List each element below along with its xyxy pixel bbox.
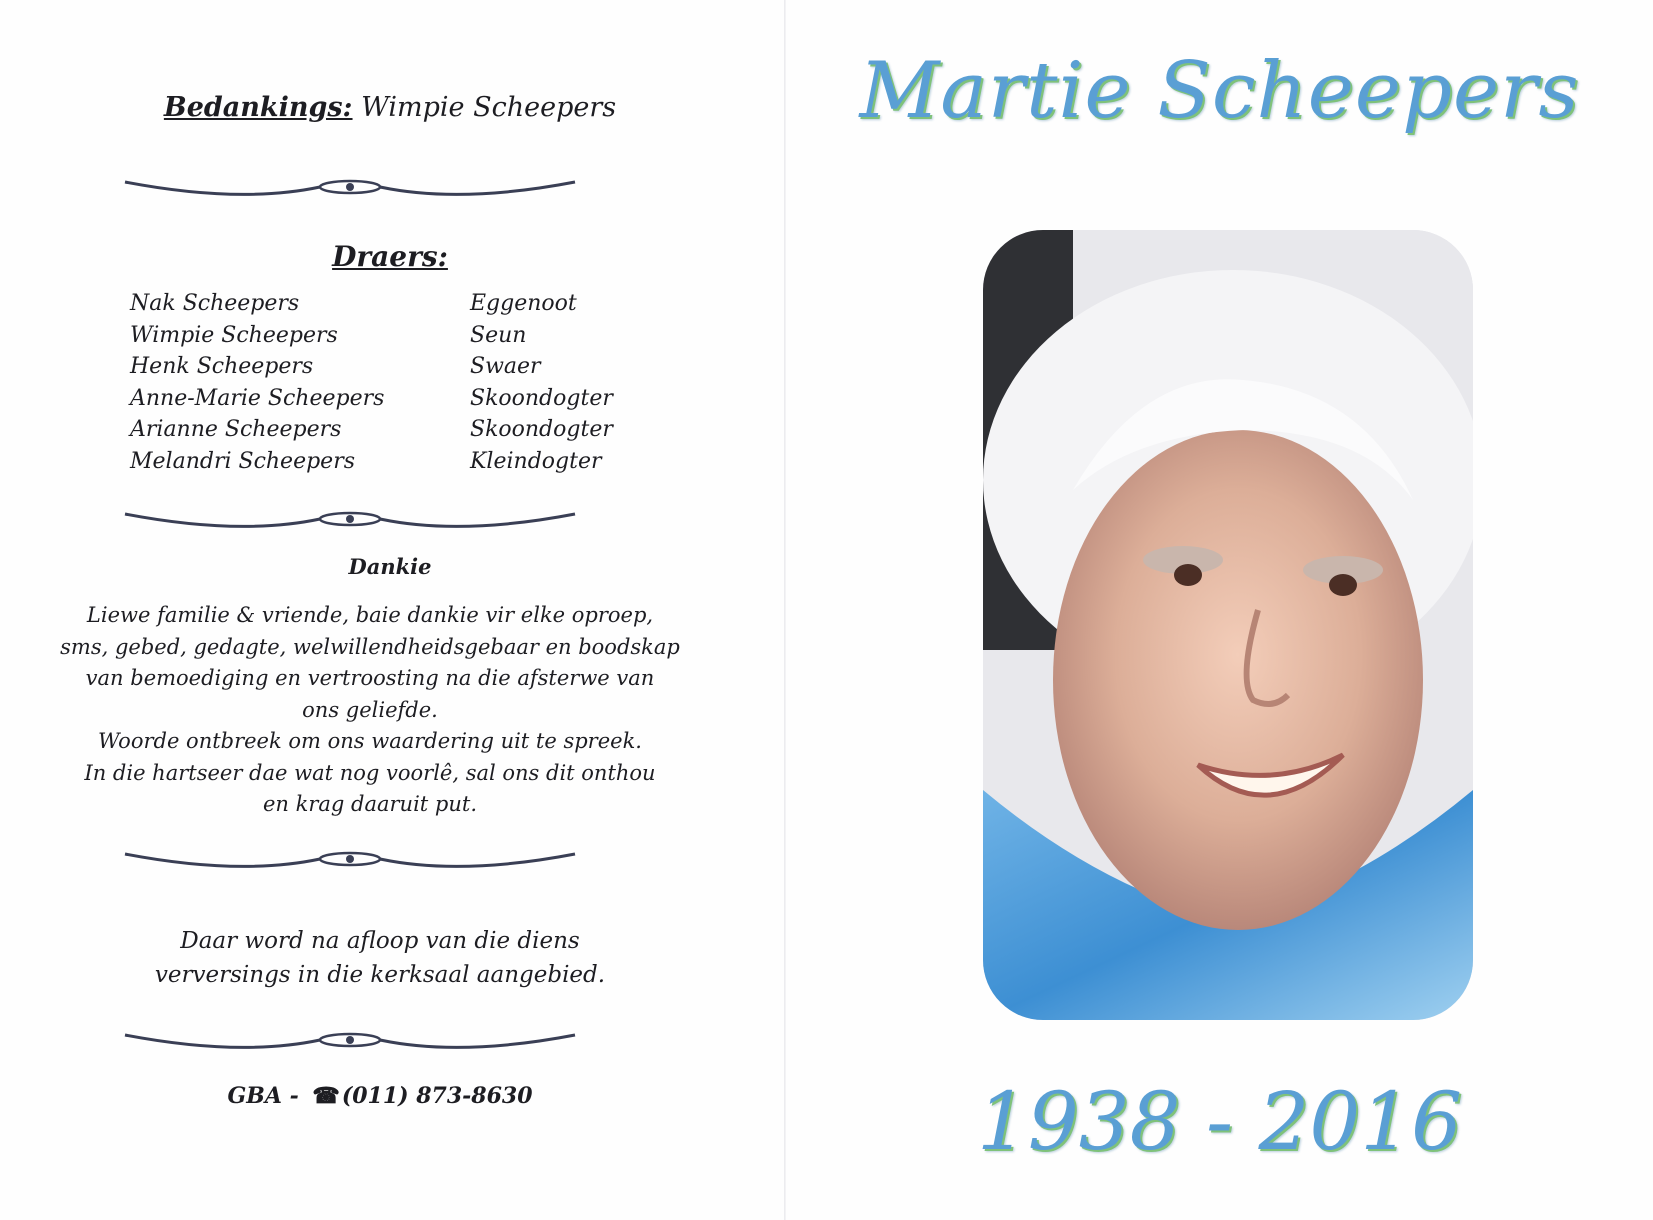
list-item xyxy=(130,288,690,320)
portrait-photo xyxy=(983,230,1473,1020)
bearers-heading: Draers: xyxy=(332,240,448,273)
thanks-line xyxy=(40,92,740,123)
bearer-relation: Eggenoot xyxy=(470,291,577,317)
message-line: sms, gebed, gedagte, welwillendheidsgebaar en boodskap xyxy=(60,634,680,659)
list-item xyxy=(130,383,690,415)
message-line: Woorde ontbreek om ons waardering uit te spreek. xyxy=(98,729,642,753)
bearer-relation: Swaer xyxy=(470,354,541,380)
bearer-name: Melandri Scheepers xyxy=(130,448,356,474)
bearer-relation: Seun xyxy=(470,322,527,348)
notice-line: verversings in die kerksaal aangebied. xyxy=(154,962,606,988)
bearer-name: Anne-Marie Scheepers xyxy=(130,385,385,411)
front-cover-panel xyxy=(786,0,1653,1220)
thank-you-message xyxy=(50,600,690,821)
message-line: ons geliefde. xyxy=(302,697,438,722)
notice-line: Daar word na afloop van die diens xyxy=(180,928,580,954)
message-line: en krag daaruit put. xyxy=(263,792,477,816)
contact-phone: (011) 873-8630 xyxy=(341,1083,533,1109)
thanks-label: Bedankings: xyxy=(163,92,353,123)
bearer-name: Wimpie Scheepers xyxy=(130,322,338,348)
thanks-heading: Dankie xyxy=(348,554,432,579)
bearer-relation: Skoondogter xyxy=(470,385,613,411)
life-years: 1938 - 2016 xyxy=(976,1075,1463,1168)
bearer-name: Nak Scheepers xyxy=(130,291,300,317)
deceased-name: Martie Scheepers xyxy=(859,46,1580,136)
bearer-name: Arianne Scheepers xyxy=(130,417,342,443)
refreshments-notice xyxy=(40,924,720,992)
bearer-relation: Kleindogter xyxy=(470,448,602,474)
inside-left-panel xyxy=(40,0,740,1220)
list-item xyxy=(130,351,690,383)
ornament-divider xyxy=(120,170,580,200)
contact-label: GBA - xyxy=(227,1083,299,1109)
list-item xyxy=(130,446,690,478)
message-line: van bemoediging en vertroosting na die afsterwe van xyxy=(85,666,655,690)
list-item xyxy=(130,414,690,446)
list-item xyxy=(130,320,690,352)
thanks-name: Wimpie Scheepers xyxy=(361,92,617,123)
bearer-name: Henk Scheepers xyxy=(130,354,314,380)
message-line: In die hartseer dae wat nog voorlê, sal ons dit onthou xyxy=(84,760,656,785)
telephone-icon: ☎ xyxy=(312,1083,340,1109)
funeral-contact xyxy=(40,1083,720,1109)
ornament-divider xyxy=(120,842,580,872)
bearers-list xyxy=(130,288,690,477)
ornament-divider xyxy=(120,502,580,532)
ornament-divider xyxy=(120,1023,580,1053)
bearer-relation: Skoondogter xyxy=(470,417,613,443)
message-line: Liewe familie & vriende, baie dankie vir elke oproep, xyxy=(86,603,654,627)
